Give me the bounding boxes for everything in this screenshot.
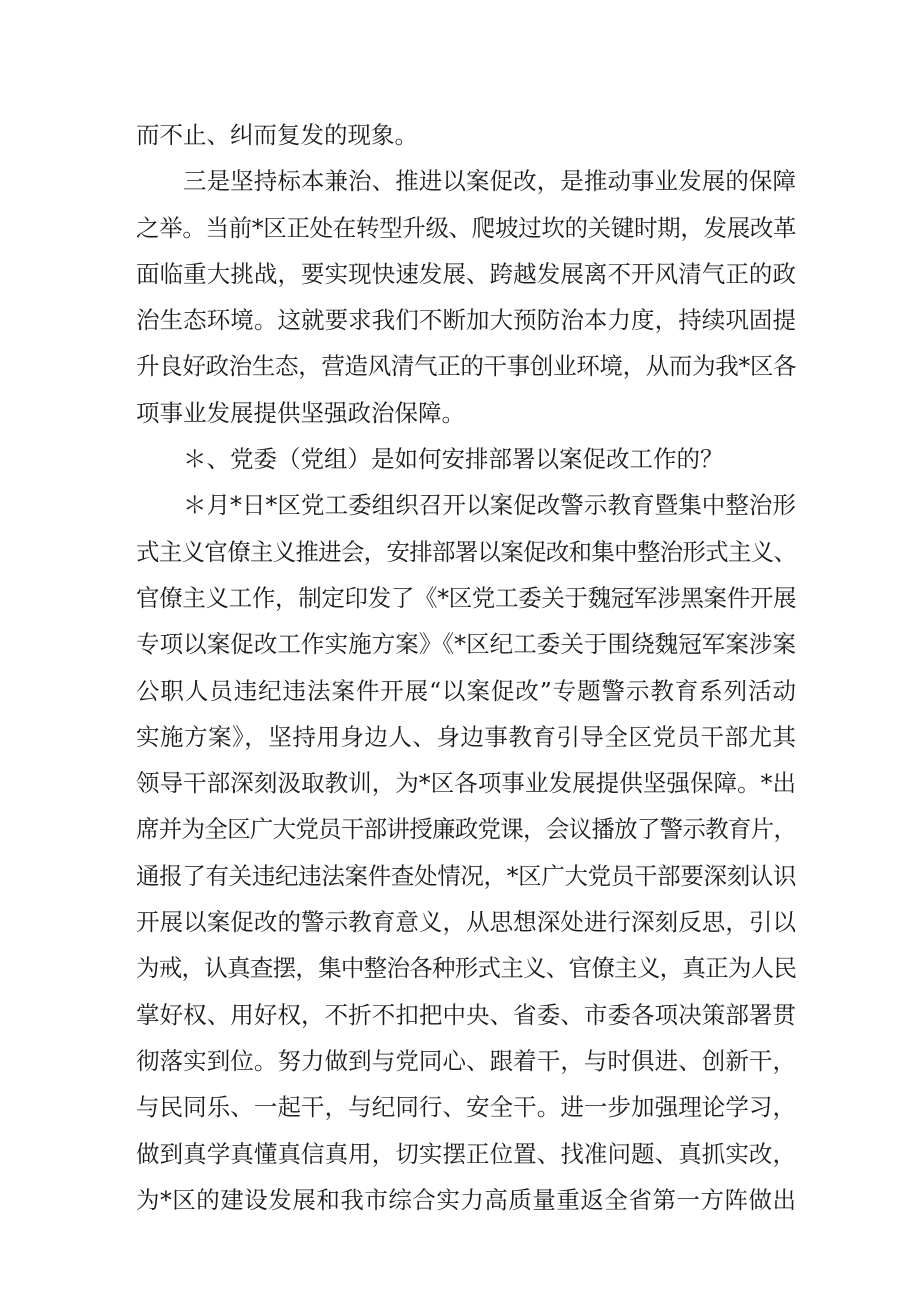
text-line: 彻落实到位。努力做到与党同心、跟着干，与时俱进、创新干， <box>136 1046 796 1075</box>
text-line: 升良好政治生态，营造风清气正的干事创业环境，从而为我*区各 <box>136 352 796 381</box>
text-line: 为*区的建设发展和我市综合实力高质量重返全省第一方阵做出 <box>136 1185 796 1214</box>
text-line: ＊、党委（党组）是如何安排部署以案促改工作的？ <box>183 445 724 474</box>
document-body <box>136 112 796 1223</box>
text-line: ＊月*日*区党工委组织召开以案促改警示教育暨集中整治形 <box>183 491 796 520</box>
text-line: 掌好权、用好权，不折不扣把中央、省委、市委各项决策部署贯 <box>136 1000 796 1029</box>
text-line: 面临重大挑战，要实现快速发展、跨越发展离不开风清气正的政 <box>136 259 796 288</box>
text-line: 做到真学真懂真信真用，切实摆正位置、找准问题、真抓实改， <box>136 1139 796 1168</box>
text-line: 开展以案促改的警示教育意义，从思想深处进行深刻反思，引以 <box>136 908 796 937</box>
text-line: 治生态环境。这就要求我们不断加大预防治本力度，持续巩固提 <box>136 306 796 335</box>
text-line: 公职人员违纪违法案件开展“以案促改”专题警示教育系列活动 <box>136 676 796 705</box>
text-line: 三是坚持标本兼治、推进以案促改，是推动事业发展的保障 <box>183 167 796 196</box>
text-line: 而不止、纠而复发的现象。 <box>136 121 418 149</box>
text-line: 通报了有关违纪违法案件查处情况，*区广大党员干部要深刻认识 <box>136 861 796 890</box>
text-line: 官僚主义工作，制定印发了《*区党工委关于魏冠军涉黑案件开展 <box>136 583 796 612</box>
text-line: 项事业发展提供坚强政治保障。 <box>136 398 465 427</box>
text-line: 式主义官僚主义推进会，安排部署以案促改和集中整治形式主义、 <box>136 537 796 566</box>
text-line: 专项以案促改工作实施方案》《*区纪工委关于围绕魏冠军案涉案 <box>136 630 796 659</box>
text-line: 实施方案》，坚持用身边人、身边事教育引导全区党员干部尤其 <box>136 722 796 751</box>
text-line: 席并为全区广大党员干部讲授廉政党课，会议播放了警示教育片， <box>136 815 796 844</box>
text-line: 为戒，认真查摆，集中整治各种形式主义、官僚主义，真正为人民 <box>136 954 796 983</box>
text-line: 与民同乐、一起干，与纪同行、安全干。进一步加强理论学习， <box>136 1093 796 1122</box>
text-line: 之举。当前*区正处在转型升级、爬坡过坎的关键时期，发展改革 <box>136 213 796 242</box>
text-line: 领导干部深刻汲取教训，为*区各项事业发展提供坚强保障。*出 <box>136 769 796 798</box>
